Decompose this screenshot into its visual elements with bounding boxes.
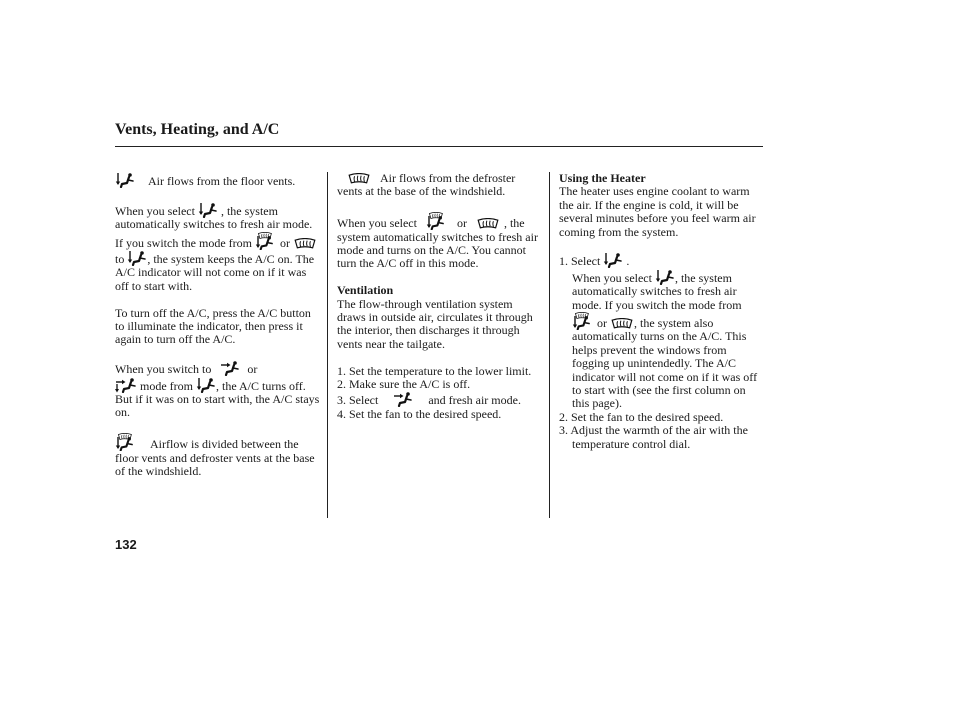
floor-vent-icon [198,202,218,218]
column-divider-2 [549,172,550,518]
ventilation-heading: Ventilation [337,283,394,298]
bi-level-icon [115,377,137,393]
heater-intro: The heater uses engine coolant to warm the air. If the engine is cold, it will be several minutes before you feel warm air coming from the system. [559,184,756,239]
defrost-select-paragraph: When you select or , the system automatically switches to fresh air mode and turns on the A/C. You cannot turn the A/C off in this mode. [337,212,543,271]
floor-defrost-icon [572,312,594,330]
defrost-mode-paragraph: Air flows from the defroster vents at the base of the windshield. [337,171,516,199]
switch-mode-paragraph: When you switch to or mode from , the A/C turns off. But if it was on to start with, the A/C stays on. [115,362,320,420]
ac-off-paragraph: To turn off the A/C, press the A/C button to illuminate the indicator, then press it again to turn off the A/C. [115,305,311,347]
heater-heading: Using the Heater [559,171,646,185]
page-title: Vents, Heating, and A/C [115,121,280,138]
floor-defrost-icon [426,212,448,230]
dash-vent-icon [220,360,240,376]
floor-vent-icon [196,377,216,393]
defrost-icon [347,173,371,185]
ventilation-text: The flow-through ventilation system draws in outside air, circulates it through the interior, then discharges it through vents near the tailgate. [337,296,533,351]
page-number: 132 [115,537,137,552]
floor-defrost-icon [255,232,277,250]
ventilation-step-2: 2. Make sure the A/C is off. [337,377,471,392]
defrost-icon [476,218,500,230]
dash-vent-icon [393,391,413,407]
heater-step-1-detail: When you select , the system automatically switches to fresh air mode. If you switch the mode from or , the system also automatically turns on the A/C. This helps prevent the windows from fogging up unintendedly. The A/C indicator will not come on if it was off to start with (see the first column on this page). [572,270,758,411]
floor-vent-icon [655,269,675,285]
heater-step-3: 3. Adjust the warmth of the air with the temperature control dial. [559,423,748,451]
ventilation-step-4: 4. Set the fan to the desired speed. [337,406,502,421]
floor-defrost-paragraph: Airflow is divided between the floor vents and defroster vents at the base of the windshield. [115,433,320,478]
floor-mode-paragraph: Air flows from the floor vents. [115,172,320,188]
heater-step-1: 1. Select . [559,254,630,269]
ventilation-step-1: 1. Set the temperature to the lower limit. [337,363,532,378]
defrost-icon [293,238,317,250]
heater-step-2: 2. Set the fan to the desired speed. [559,409,724,424]
column-1 [115,172,320,478]
floor-vent-icon [603,252,623,268]
column-2 [337,172,543,421]
title-divider [115,146,763,147]
defrost-icon [610,318,634,330]
floor-defrost-icon [115,433,137,451]
column-3 [559,172,763,451]
column-divider-1 [327,172,328,518]
floor-select-paragraph: When you select , the system automatically switches to fresh air mode. If you switch the mode from or to , the system keeps the A/C on. The A/C indicator will not come on if it was off to start with. [115,202,320,293]
floor-vent-icon [127,250,147,266]
floor-vent-icon [115,172,135,188]
ventilation-step-3: 3. Select and fresh air mode. [337,393,521,408]
